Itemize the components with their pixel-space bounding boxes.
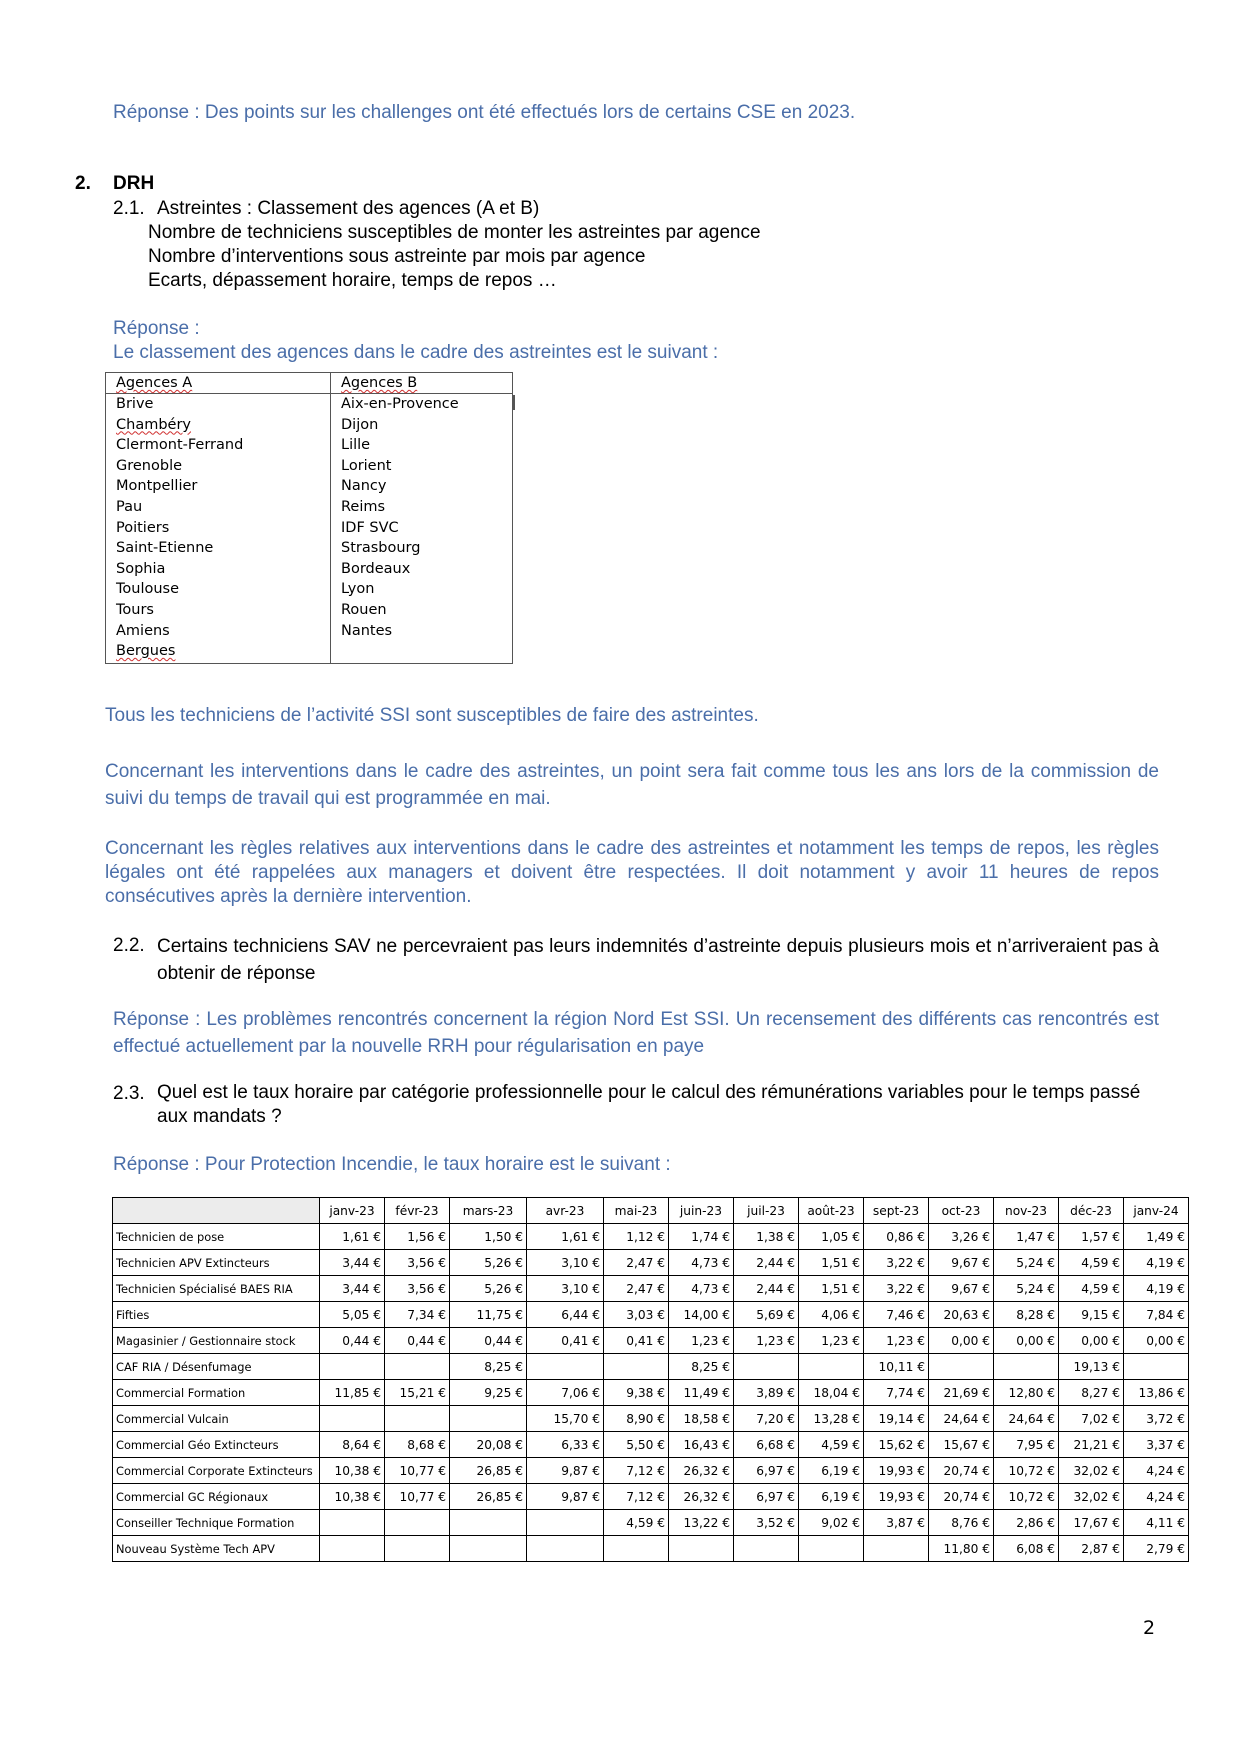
q22-reponse: Réponse : Les problèmes rencontrés concernent la région Nord Est SSI. Un recensement des différents cas rencontrés est effectué actuellement par la nouvelle RRH pour régularisation en paye — [113, 1009, 1159, 1057]
rate-cell: 11,85 € — [320, 1380, 385, 1406]
category-name: Commercial GC Régionaux — [113, 1484, 320, 1510]
reponse-challenges: Réponse : Des points sur les challenges ont été effectués lors de certains CSE en 2023. — [113, 102, 856, 123]
rate-cell: 1,61 € — [527, 1224, 604, 1250]
rate-cell: 10,77 € — [385, 1458, 450, 1484]
section-title: DRH — [113, 173, 155, 194]
rate-cell: 5,24 € — [994, 1250, 1059, 1276]
rate-cell: 5,69 € — [734, 1302, 799, 1328]
table-row — [113, 1354, 1189, 1380]
rate-cell — [385, 1510, 450, 1536]
rate-cell: 18,04 € — [799, 1380, 864, 1406]
agency-b-item: Lyon — [341, 581, 375, 598]
agency-a-item: Tours — [116, 601, 154, 618]
rate-cell: 8,27 € — [1059, 1380, 1124, 1406]
rate-cell: 9,67 € — [929, 1250, 994, 1276]
rate-cell: 8,25 € — [669, 1354, 734, 1380]
rate-cell: 26,32 € — [669, 1458, 734, 1484]
agency-b-item: Rouen — [341, 601, 387, 618]
q22-number: 2.2. — [113, 935, 145, 956]
agency-b-item: Nancy — [341, 478, 387, 495]
rate-cell: 4,24 € — [1124, 1458, 1189, 1484]
rate-cell: 8,90 € — [604, 1406, 669, 1432]
rate-cell: 1,49 € — [1124, 1224, 1189, 1250]
rate-cell: 26,85 € — [450, 1484, 527, 1510]
rate-cell: 4,59 € — [1059, 1250, 1124, 1276]
agency-a-item: Saint-Etienne — [116, 540, 214, 557]
rate-cell: 10,72 € — [994, 1484, 1059, 1510]
rate-cell: 3,72 € — [1124, 1406, 1189, 1432]
table-edge-mark — [513, 395, 515, 410]
rate-cell: 6,19 € — [799, 1484, 864, 1510]
rate-cell: 8,25 € — [450, 1354, 527, 1380]
rate-cell: 0,44 € — [450, 1328, 527, 1354]
category-name: Conseiller Technique Formation — [113, 1510, 320, 1536]
category-name: Commercial Formation — [113, 1380, 320, 1406]
rate-cell: 21,21 € — [1059, 1432, 1124, 1458]
q21-line: Nombre de techniciens susceptibles de monter les astreintes par agence — [148, 222, 761, 243]
rate-cell: 3,87 € — [864, 1510, 929, 1536]
rate-cell: 26,32 € — [669, 1484, 734, 1510]
rate-cell: 4,11 € — [1124, 1510, 1189, 1536]
rate-cell: 7,20 € — [734, 1406, 799, 1432]
rate-cell: 15,21 € — [385, 1380, 450, 1406]
month-header: oct-23 — [929, 1198, 994, 1224]
rate-cell — [385, 1536, 450, 1562]
rate-cell: 20,74 € — [929, 1484, 994, 1510]
rate-cell: 10,77 € — [385, 1484, 450, 1510]
agency-a-item: Chambéry — [116, 416, 191, 433]
rate-cell: 24,64 € — [994, 1406, 1059, 1432]
agency-b-item: Nantes — [341, 622, 393, 639]
month-header: mars-23 — [450, 1198, 527, 1224]
month-header: avr-23 — [527, 1198, 604, 1224]
rate-cell: 9,87 € — [527, 1484, 604, 1510]
month-header: sept-23 — [864, 1198, 929, 1224]
rate-cell: 15,70 € — [527, 1406, 604, 1432]
rate-cell: 0,00 € — [1059, 1328, 1124, 1354]
category-name: Nouveau Système Tech APV — [113, 1536, 320, 1562]
q23-number: 2.3. — [113, 1083, 145, 1104]
page-number: 2 — [1143, 1617, 1156, 1639]
q23-text: Quel est le taux horaire par catégorie professionnelle pour le calcul des rémunérations variables pour le temps passé aux mandats ? — [157, 1082, 1141, 1127]
category-name: Magasinier / Gestionnaire stock — [113, 1328, 320, 1354]
rate-cell — [450, 1510, 527, 1536]
rate-cell: 2,44 € — [734, 1250, 799, 1276]
rate-cell: 15,67 € — [929, 1432, 994, 1458]
agencies-a-column — [106, 373, 331, 663]
rate-cell: 2,47 € — [604, 1250, 669, 1276]
agency-b-item: Reims — [341, 498, 386, 515]
rate-cell: 7,06 € — [527, 1380, 604, 1406]
rate-cell: 4,59 € — [604, 1510, 669, 1536]
month-header: mai-23 — [604, 1198, 669, 1224]
agency-b-item: Lille — [341, 437, 371, 454]
rate-cell: 6,08 € — [994, 1536, 1059, 1562]
rate-cell: 7,02 € — [1059, 1406, 1124, 1432]
q21-line: Nombre d’interventions sous astreinte par mois par agence — [148, 246, 646, 267]
rate-cell: 2,44 € — [734, 1276, 799, 1302]
rate-cell: 1,56 € — [385, 1224, 450, 1250]
month-header: janv-24 — [1124, 1198, 1189, 1224]
rate-cell: 1,05 € — [799, 1224, 864, 1250]
table-row — [113, 1406, 1189, 1432]
rate-cell: 5,24 € — [994, 1276, 1059, 1302]
rate-cell — [320, 1536, 385, 1562]
agency-b-item: Strasbourg — [341, 540, 421, 557]
table-row — [113, 1432, 1189, 1458]
rate-cell: 6,33 € — [527, 1432, 604, 1458]
rate-cell: 4,06 € — [799, 1302, 864, 1328]
month-header: janv-23 — [320, 1198, 385, 1224]
rate-cell: 2,79 € — [1124, 1536, 1189, 1562]
rate-cell: 20,74 € — [929, 1458, 994, 1484]
rate-cell: 7,84 € — [1124, 1302, 1189, 1328]
agency-b-item: Lorient — [341, 457, 392, 474]
rate-cell — [527, 1536, 604, 1562]
agency-b-item: Aix-en-Provence — [341, 396, 459, 412]
rate-cell: 3,37 € — [1124, 1432, 1189, 1458]
category-name: Technicien de pose — [113, 1224, 320, 1250]
rate-cell — [604, 1536, 669, 1562]
rate-cell — [799, 1354, 864, 1380]
rate-cell: 3,44 € — [320, 1250, 385, 1276]
para-interventions: Concernant les interventions dans le cadre des astreintes, un point sera fait comme tous les ans lors de la commission de suivi du temps de travail qui est programmée en mai. — [105, 761, 1159, 809]
rates-body — [113, 1224, 1189, 1562]
rate-cell: 8,28 € — [994, 1302, 1059, 1328]
rate-cell: 24,64 € — [929, 1406, 994, 1432]
rate-cell: 10,38 € — [320, 1484, 385, 1510]
rate-cell: 15,62 € — [864, 1432, 929, 1458]
rate-cell: 1,61 € — [320, 1224, 385, 1250]
rate-cell: 6,68 € — [734, 1432, 799, 1458]
rate-cell — [320, 1406, 385, 1432]
agency-a-item: Pau — [116, 498, 143, 515]
rate-cell: 11,80 € — [929, 1536, 994, 1562]
rate-cell: 5,26 € — [450, 1250, 527, 1276]
rate-cell — [527, 1354, 604, 1380]
rate-cell: 10,11 € — [864, 1354, 929, 1380]
rate-cell — [385, 1354, 450, 1380]
rate-cell — [385, 1406, 450, 1432]
rate-cell: 19,13 € — [1059, 1354, 1124, 1380]
rate-cell: 3,56 € — [385, 1276, 450, 1302]
rate-cell: 3,03 € — [604, 1302, 669, 1328]
month-header: févr-23 — [385, 1198, 450, 1224]
month-header: août-23 — [799, 1198, 864, 1224]
rate-cell: 1,23 € — [734, 1328, 799, 1354]
rate-cell: 14,00 € — [669, 1302, 734, 1328]
rate-cell: 4,73 € — [669, 1276, 734, 1302]
rate-cell: 2,47 € — [604, 1276, 669, 1302]
rate-cell: 3,56 € — [385, 1250, 450, 1276]
rate-cell: 7,95 € — [994, 1432, 1059, 1458]
rate-cell: 5,50 € — [604, 1432, 669, 1458]
rate-cell: 3,22 € — [864, 1250, 929, 1276]
agency-a-item: Poitiers — [116, 519, 170, 536]
rate-cell: 3,89 € — [734, 1380, 799, 1406]
agency-a-item: Sophia — [116, 560, 166, 577]
agencies-b-column — [331, 373, 512, 663]
category-name: Commercial Géo Extincteurs — [113, 1432, 320, 1458]
rate-cell: 4,59 € — [799, 1432, 864, 1458]
rate-cell: 1,23 € — [669, 1328, 734, 1354]
rate-cell: 1,51 € — [799, 1250, 864, 1276]
agencies-a-header: Agences A — [116, 375, 193, 391]
q21-line: Ecarts, dépassement horaire, temps de repos … — [148, 270, 557, 291]
category-name: Technicien APV Extincteurs — [113, 1250, 320, 1276]
category-name: Technicien Spécialisé BAES RIA — [113, 1276, 320, 1302]
rate-cell: 3,22 € — [864, 1276, 929, 1302]
rate-cell — [450, 1406, 527, 1432]
rate-cell: 6,97 € — [734, 1458, 799, 1484]
table-row — [113, 1250, 1189, 1276]
rate-cell: 1,23 € — [864, 1328, 929, 1354]
table-row — [113, 1276, 1189, 1302]
rate-cell: 0,86 € — [864, 1224, 929, 1250]
rate-cell: 7,12 € — [604, 1458, 669, 1484]
rate-cell — [604, 1354, 669, 1380]
rate-cell: 8,68 € — [385, 1432, 450, 1458]
q21-title: Astreintes : Classement des agences (A et B) — [157, 198, 540, 219]
agency-a-item: Bergues — [116, 643, 176, 660]
agency-b-item: Dijon — [341, 416, 379, 433]
q21-reponse-label: Réponse : — [113, 318, 200, 339]
category-name: Commercial Vulcain — [113, 1406, 320, 1432]
q21-reponse-intro: Le classement des agences dans le cadre des astreintes est le suivant : — [113, 342, 719, 363]
rate-cell: 9,15 € — [1059, 1302, 1124, 1328]
q22-text: Certains techniciens SAV ne percevraient pas leurs indemnités d’astreinte depuis plusieurs mois et n’arriveraient pas à obtenir de réponse — [157, 936, 1159, 984]
section-number: 2. — [75, 173, 91, 194]
agency-a-item: Brive — [116, 396, 154, 412]
rate-cell — [734, 1354, 799, 1380]
table-row — [113, 1380, 1189, 1406]
month-header: juil-23 — [734, 1198, 799, 1224]
rate-cell: 1,50 € — [450, 1224, 527, 1250]
agency-b-item: Bordeaux — [341, 560, 411, 577]
rate-cell: 8,64 € — [320, 1432, 385, 1458]
rate-cell: 2,86 € — [994, 1510, 1059, 1536]
rate-cell: 9,67 € — [929, 1276, 994, 1302]
table-row — [113, 1536, 1189, 1562]
month-header: nov-23 — [994, 1198, 1059, 1224]
rate-cell — [994, 1354, 1059, 1380]
rate-cell: 11,49 € — [669, 1380, 734, 1406]
rate-cell: 11,75 € — [450, 1302, 527, 1328]
rate-cell: 9,38 € — [604, 1380, 669, 1406]
rate-cell: 19,93 € — [864, 1484, 929, 1510]
rate-cell: 20,08 € — [450, 1432, 527, 1458]
rate-cell: 1,47 € — [994, 1224, 1059, 1250]
rate-cell: 6,19 € — [799, 1458, 864, 1484]
para-regles-repos: Concernant les règles relatives aux interventions dans le cadre des astreintes et notamment les temps de repos, les règles légales ont été rappelées aux managers et doivent être respectées. Il doit notamment y avoir 11 heures de repos consécutives après la dernière intervention. — [105, 838, 1159, 907]
rate-cell — [320, 1354, 385, 1380]
rate-cell: 0,44 € — [320, 1328, 385, 1354]
rate-cell: 1,57 € — [1059, 1224, 1124, 1250]
table-row — [113, 1510, 1189, 1536]
rate-cell: 0,00 € — [994, 1328, 1059, 1354]
rate-cell: 26,85 € — [450, 1458, 527, 1484]
rate-cell: 6,97 € — [734, 1484, 799, 1510]
rate-cell: 7,12 € — [604, 1484, 669, 1510]
rate-cell: 21,69 € — [929, 1380, 994, 1406]
month-header: déc-23 — [1059, 1198, 1124, 1224]
rate-cell: 0,41 € — [604, 1328, 669, 1354]
rate-cell: 0,00 € — [1124, 1328, 1189, 1354]
agency-a-item: Clermont-Ferrand — [116, 437, 244, 454]
rate-cell: 2,87 € — [1059, 1536, 1124, 1562]
category-name: Commercial Corporate Extincteurs — [113, 1458, 320, 1484]
rate-cell: 7,74 € — [864, 1380, 929, 1406]
rate-cell: 1,12 € — [604, 1224, 669, 1250]
rate-cell: 13,22 € — [669, 1510, 734, 1536]
hourly-rates-table — [112, 1197, 1189, 1562]
rate-cell: 9,87 € — [527, 1458, 604, 1484]
rate-cell: 6,44 € — [527, 1302, 604, 1328]
category-name: Fifties — [113, 1302, 320, 1328]
rate-cell: 1,38 € — [734, 1224, 799, 1250]
rate-cell: 13,28 € — [799, 1406, 864, 1432]
agency-b-item: IDF SVC — [341, 519, 399, 536]
rate-cell: 3,10 € — [527, 1276, 604, 1302]
rate-cell: 19,14 € — [864, 1406, 929, 1432]
rate-cell: 10,38 € — [320, 1458, 385, 1484]
agencies-b-header: Agences B — [341, 375, 418, 391]
rate-cell: 4,59 € — [1059, 1276, 1124, 1302]
rate-cell: 4,19 € — [1124, 1276, 1189, 1302]
rate-cell: 3,52 € — [734, 1510, 799, 1536]
rate-cell: 5,26 € — [450, 1276, 527, 1302]
agency-a-item: Montpellier — [116, 478, 198, 495]
rate-cell: 5,05 € — [320, 1302, 385, 1328]
rate-cell: 10,72 € — [994, 1458, 1059, 1484]
q23-reponse: Réponse : Pour Protection Incendie, le taux horaire est le suivant : — [113, 1154, 671, 1175]
rate-cell: 3,44 € — [320, 1276, 385, 1302]
rate-cell — [929, 1354, 994, 1380]
month-header: juin-23 — [669, 1198, 734, 1224]
rate-cell: 19,93 € — [864, 1458, 929, 1484]
rate-cell: 7,34 € — [385, 1302, 450, 1328]
rate-cell: 8,76 € — [929, 1510, 994, 1536]
rate-cell: 7,46 € — [864, 1302, 929, 1328]
table-row — [113, 1484, 1189, 1510]
rate-cell — [527, 1510, 604, 1536]
rate-cell: 18,58 € — [669, 1406, 734, 1432]
agency-a-item: Amiens — [116, 622, 170, 639]
rate-cell: 0,41 € — [527, 1328, 604, 1354]
q21-number: 2.1. — [113, 198, 145, 219]
rate-cell: 9,02 € — [799, 1510, 864, 1536]
rate-cell: 12,80 € — [994, 1380, 1059, 1406]
rate-cell: 17,67 € — [1059, 1510, 1124, 1536]
rate-cell: 1,23 € — [799, 1328, 864, 1354]
para-techniciens-ssi: Tous les techniciens de l’activité SSI sont susceptibles de faire des astreintes. — [105, 705, 759, 726]
table-row — [113, 1458, 1189, 1484]
table-row — [113, 1224, 1189, 1250]
rate-cell — [864, 1536, 929, 1562]
rate-cell — [1124, 1354, 1189, 1380]
rate-cell: 32,02 € — [1059, 1458, 1124, 1484]
rates-header-row — [113, 1198, 1189, 1224]
agency-a-item: Grenoble — [116, 457, 183, 474]
rate-cell: 9,25 € — [450, 1380, 527, 1406]
table-row — [113, 1302, 1189, 1328]
rate-cell: 16,43 € — [669, 1432, 734, 1458]
rate-cell: 4,24 € — [1124, 1484, 1189, 1510]
table-row — [113, 1328, 1189, 1354]
rate-cell: 4,73 € — [669, 1250, 734, 1276]
agencies-table — [105, 372, 513, 664]
rate-cell — [799, 1536, 864, 1562]
rates-corner-cell — [113, 1198, 320, 1224]
rate-cell: 3,10 € — [527, 1250, 604, 1276]
rate-cell: 13,86 € — [1124, 1380, 1189, 1406]
rate-cell: 20,63 € — [929, 1302, 994, 1328]
rate-cell: 0,00 € — [929, 1328, 994, 1354]
rate-cell: 1,51 € — [799, 1276, 864, 1302]
agency-a-item: Toulouse — [116, 581, 180, 598]
rate-cell: 4,19 € — [1124, 1250, 1189, 1276]
rate-cell — [450, 1536, 527, 1562]
rate-cell: 32,02 € — [1059, 1484, 1124, 1510]
rate-cell: 1,74 € — [669, 1224, 734, 1250]
rate-cell — [734, 1536, 799, 1562]
category-name: CAF RIA / Désenfumage — [113, 1354, 320, 1380]
rate-cell — [669, 1536, 734, 1562]
rate-cell: 3,26 € — [929, 1224, 994, 1250]
rate-cell — [320, 1510, 385, 1536]
rate-cell: 0,44 € — [385, 1328, 450, 1354]
